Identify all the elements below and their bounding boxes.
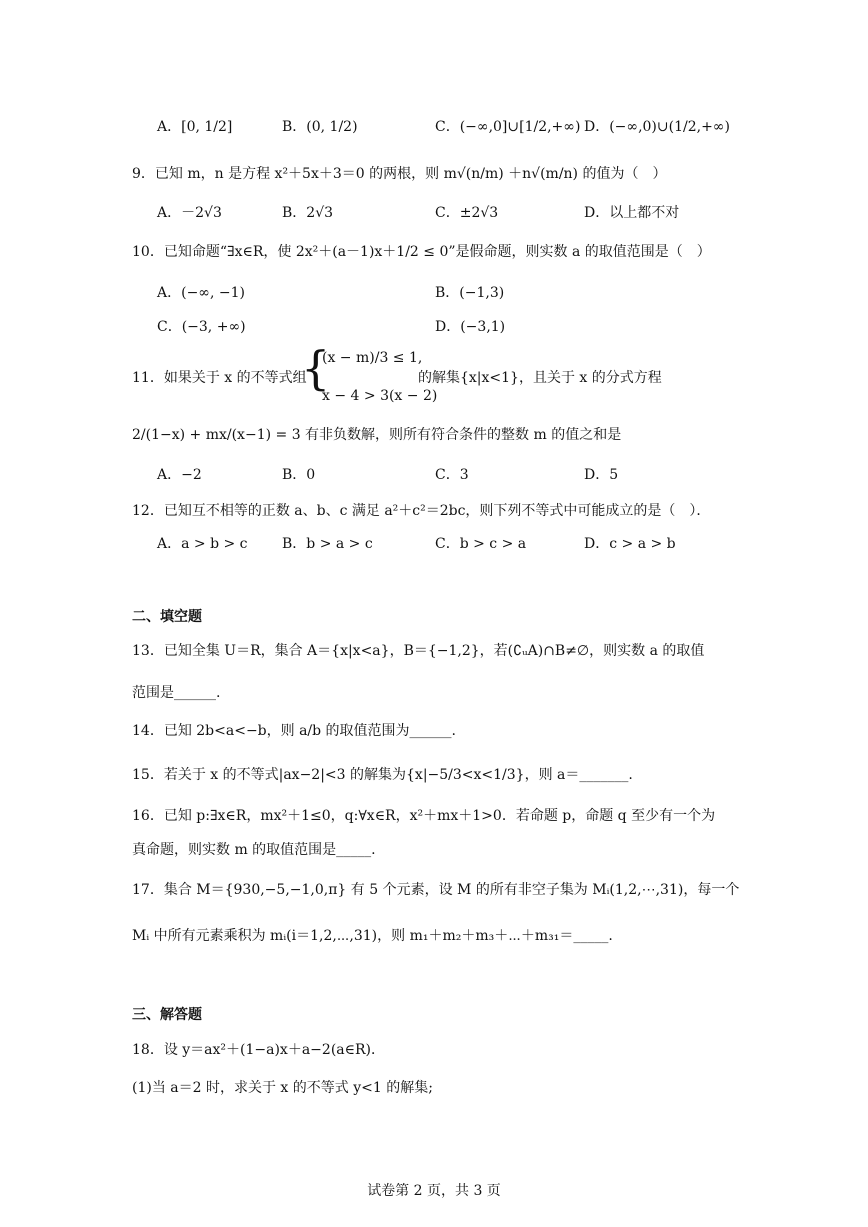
q11-option-c: C．3 (435, 467, 469, 483)
q9-option-d: D．以上都不对 (584, 205, 680, 221)
q11-system-line1: (x − m)/3 ≤ 1, (322, 350, 423, 366)
q12-option-b: B．b > a > c (282, 536, 373, 552)
q11-stem-pre: 11．如果关于 x 的不等式组 (132, 370, 307, 386)
q11-option-d: D．5 (584, 467, 619, 483)
q10-option-b: B．(−1,3) (435, 285, 505, 301)
q17-line1: 17．集合 M＝{930,−5,−1,0,π} 有 5 个元素，设 M 的所有非空子集为 Mᵢ(1,2,⋯,31)，每一个 (132, 882, 740, 898)
q13-line2: 范围是______. (132, 685, 221, 701)
q8-option-a: A．[0, 1/2] (157, 119, 233, 135)
q12-option-a: A．a > b > c (157, 536, 248, 552)
q12-option-d: D．c > a > b (584, 536, 676, 552)
q13-line1: 13．已知全集 U＝R，集合 A＝{x|x<a}，B＝{−1,2}，若(∁ᵤA)∩B≠∅，则实数 a 的取值 (132, 643, 705, 659)
q11-option-a: A．−2 (157, 467, 202, 483)
section-solutions-heading: 三、解答题 (132, 1006, 202, 1022)
q10-stem: 10．已知命题“∃x∈R，使 2x²＋(a－1)x＋1/2 ≤ 0”是假命题，则实数 a 的取值范围是（ ） (132, 244, 711, 260)
q11-option-b: B．0 (282, 467, 316, 483)
q8-option-b: B．(0, 1/2) (282, 119, 358, 135)
q10-option-a: A．(−∞, −1) (157, 285, 245, 301)
page-footer: 试卷第 2 页，共 3 页 (367, 1183, 501, 1199)
q11-system-brace: { (301, 341, 331, 395)
q9-option-a: A．－2√3 (157, 205, 222, 221)
q10-option-c: C．(−3, +∞) (157, 319, 246, 335)
section-fill-in-heading: 二、填空题 (132, 608, 202, 624)
q16-line1: 16．已知 p:∃x∈R，mx²＋1≤0，q:∀x∈R，x²＋mx＋1>0．若命题 p，命题 q 至少有一个为 (132, 808, 716, 824)
q12-stem: 12．已知互不相等的正数 a、b、c 满足 a²＋c²＝2bc，则下列不等式中可能成立的是（ ）． (132, 503, 711, 519)
q15-stem: 15．若关于 x 的不等式|ax−2|<3 的解集为{x|−5/3<x<1/3}，则 a＝_______. (132, 767, 633, 783)
q16-line2: 真命题，则实数 m 的取值范围是_____. (132, 842, 376, 858)
q9-option-b: B．2√3 (282, 205, 334, 221)
q11-system-line2: x − 4 > 3(x − 2) (322, 388, 438, 404)
q18-line1: 18．设 y＝ax²＋(1−a)x＋a−2(a∈R)． (132, 1042, 385, 1058)
q8-option-d: D．(−∞,0)∪(1/2,+∞) (584, 119, 730, 135)
q9-option-c: C．±2√3 (435, 205, 499, 221)
q11-line2: 2/(1−x) + mx/(x−1) = 3 有非负数解，则所有符合条件的整数 m 的值之和是 (132, 427, 622, 443)
q8-option-c: C．(−∞,0]∪[1/2,+∞) (435, 119, 581, 135)
q11-stem-post: 的解集{x|x<1}，且关于 x 的分式方程 (418, 370, 662, 386)
q17-line2: Mᵢ 中所有元素乘积为 mᵢ(i＝1,2,⋯,31)，则 m₁＋m₂＋m₃＋⋯＋m₃₁＝_____. (132, 928, 613, 944)
q14-stem: 14．已知 2b<a<−b，则 a/b 的取值范围为______. (132, 723, 457, 739)
q18-line2: (1)当 a＝2 时，求关于 x 的不等式 y<1 的解集; (132, 1080, 433, 1096)
q10-option-d: D．(−3,1) (435, 319, 506, 335)
q12-option-c: C．b > c > a (435, 536, 527, 552)
q9-stem: 9．已知 m，n 是方程 x²＋5x＋3＝0 的两根，则 m√(n/m) ＋n√(m/n) 的值为（ ） (132, 166, 667, 182)
